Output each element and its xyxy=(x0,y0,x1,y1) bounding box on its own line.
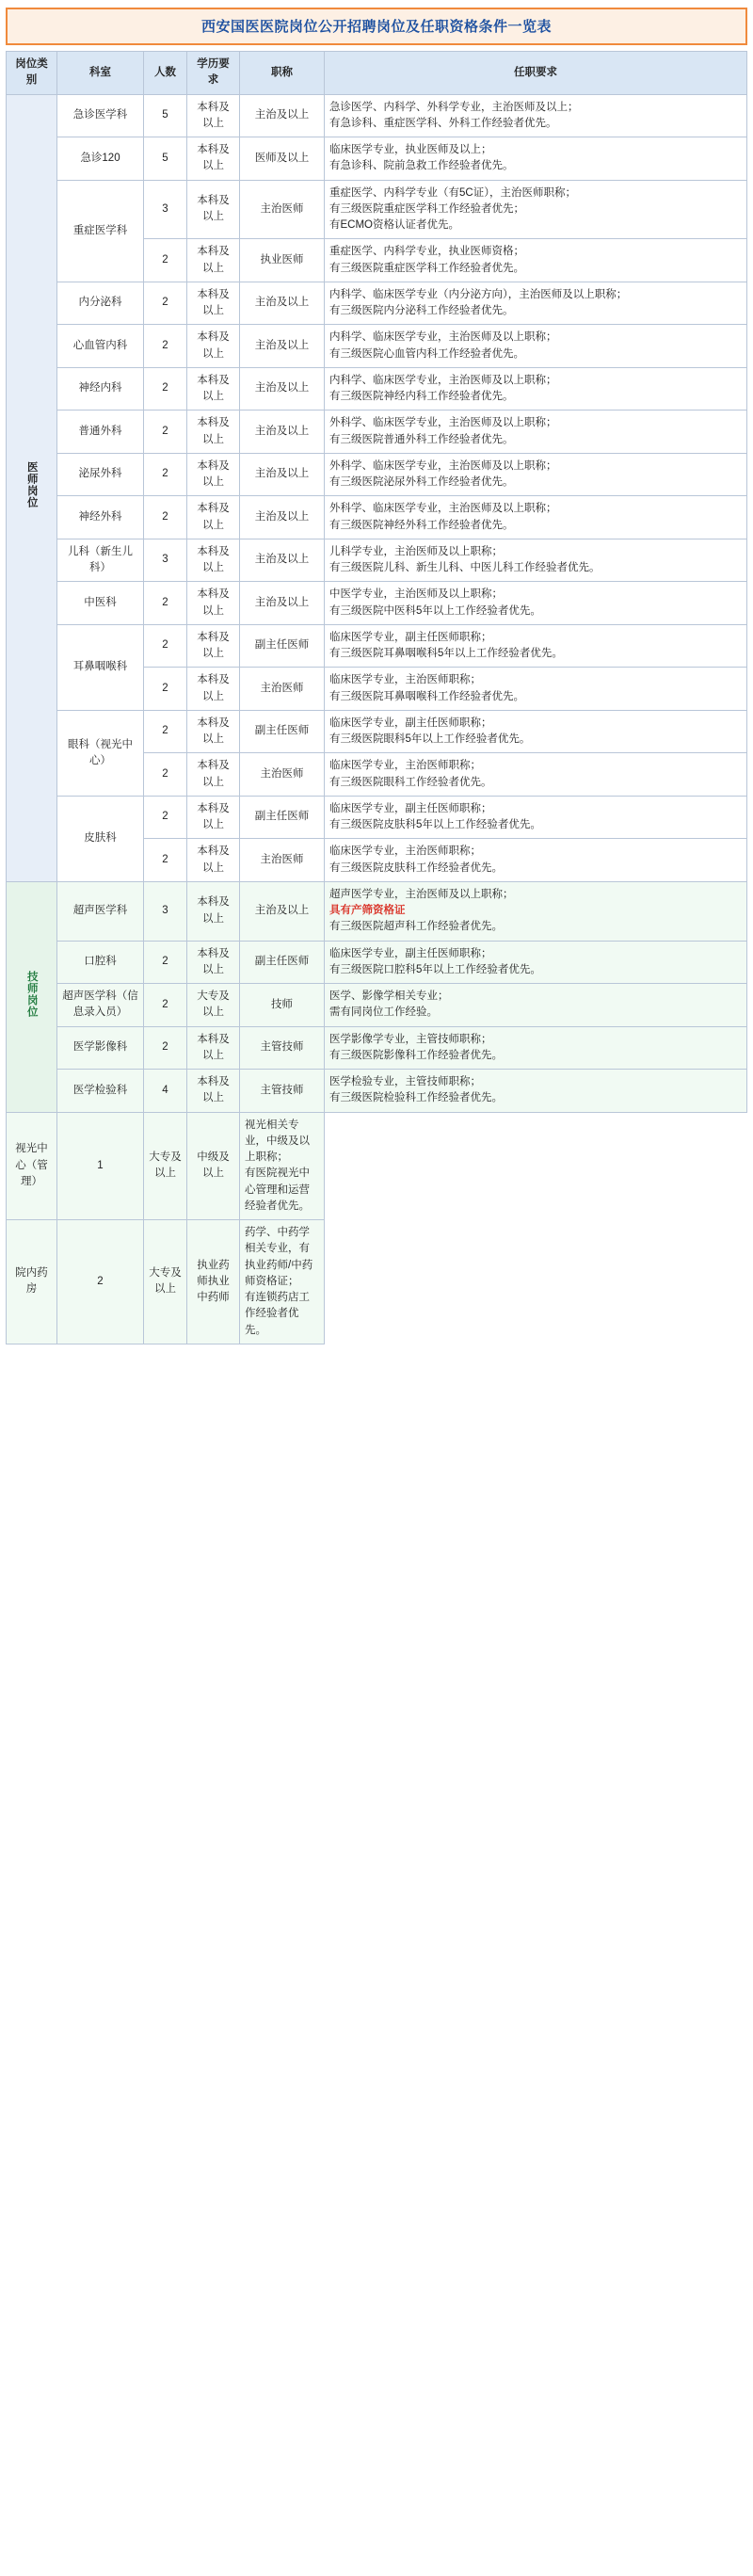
requirement-line: 有三级医院中医科5年以上工作经验者优先。 xyxy=(329,604,541,617)
col-header-category: 岗位类别 xyxy=(7,52,57,95)
cell-education: 本科及以上 xyxy=(187,453,240,496)
requirement-line: 内科学、临床医学专业（内分泌方向），主治医师及以上职称； xyxy=(329,288,628,300)
cell-jobtitle: 副主任医师 xyxy=(240,941,325,984)
cell-education: 大专及以上 xyxy=(144,1220,187,1344)
table-row xyxy=(7,1070,747,1113)
cell-requirements xyxy=(325,881,747,941)
requirement-line: 有三级医院普通外科工作经验者优先。 xyxy=(329,433,514,445)
cell-count: 2 xyxy=(144,582,187,625)
requirement-line: 药学、中药学相关专业，有执业药师/中药师资格证； xyxy=(245,1227,313,1287)
cell-count: 2 xyxy=(144,753,187,797)
cell-education: 本科及以上 xyxy=(187,839,240,882)
cell-department: 视光中心（管理） xyxy=(7,1112,57,1220)
requirement-line: 临床医学专业，副主任医师职称； xyxy=(329,716,492,729)
cell-education: 本科及以上 xyxy=(187,367,240,411)
cell-requirements xyxy=(325,796,747,839)
cell-jobtitle: 主治医师 xyxy=(240,839,325,882)
table-row xyxy=(7,1220,747,1344)
requirement-line: 内科学、临床医学专业，主治医师及以上职称； xyxy=(329,374,557,386)
table-row xyxy=(7,282,747,325)
cell-requirements xyxy=(325,984,747,1027)
requirement-line: 有三级医院眼科工作经验者优先。 xyxy=(329,776,492,788)
table-row xyxy=(7,582,747,625)
requirement-line: 重症医学、内科学专业（有5C证），主治医师职称； xyxy=(329,186,576,199)
requirement-line: 有三级医院神经外科工作经验者优先。 xyxy=(329,519,514,531)
cell-category xyxy=(7,881,57,1112)
requirement-line: 有三级医院口腔科5年以上工作经验者优先。 xyxy=(329,963,541,975)
cell-requirements xyxy=(325,94,747,137)
cell-department: 医学检验科 xyxy=(57,1070,144,1113)
table-header xyxy=(7,52,747,95)
cell-department: 医学影像科 xyxy=(57,1026,144,1070)
cell-count: 2 xyxy=(144,367,187,411)
cell-count: 2 xyxy=(144,496,187,539)
cell-requirements xyxy=(325,1070,747,1113)
requirement-line: 有三级医院重症医学科工作经验者优先； xyxy=(329,202,524,215)
cell-jobtitle: 主治及以上 xyxy=(240,496,325,539)
cell-count: 2 xyxy=(144,411,187,454)
cell-education: 本科及以上 xyxy=(187,668,240,711)
cell-count: 2 xyxy=(144,453,187,496)
requirement-line: 有三级医院儿科、新生儿科、中医儿科工作经验者优先。 xyxy=(329,562,601,573)
table-header-row xyxy=(7,52,747,95)
requirement-line: 医学检验专业，主管技师职称； xyxy=(329,1076,481,1087)
category-label: 医师岗位 xyxy=(25,461,38,508)
cell-education: 本科及以上 xyxy=(187,137,240,181)
cell-requirements xyxy=(325,325,747,368)
table-row xyxy=(7,941,747,984)
cell-department: 神经外科 xyxy=(57,496,144,539)
cell-requirements xyxy=(325,624,747,668)
cell-count: 2 xyxy=(144,710,187,753)
cell-requirements xyxy=(240,1112,325,1220)
requirement-line: 超声医学专业，主治医师及以上职称； xyxy=(329,888,514,900)
cell-requirements xyxy=(240,1220,325,1344)
cell-jobtitle: 副主任医师 xyxy=(240,710,325,753)
cell-education: 本科及以上 xyxy=(187,539,240,582)
requirement-line: 有三级医院泌尿外科工作经验者优先。 xyxy=(329,476,514,488)
cell-department: 重症医学科 xyxy=(57,180,144,282)
table-row xyxy=(7,984,747,1027)
table-row xyxy=(7,710,747,753)
cell-requirements xyxy=(325,453,747,496)
table-body xyxy=(7,94,747,1344)
requirement-line: 临床医学专业，主治医师职称； xyxy=(329,845,481,858)
cell-requirements xyxy=(325,582,747,625)
cell-department: 口腔科 xyxy=(57,941,144,984)
cell-count: 3 xyxy=(144,180,187,239)
cell-count: 1 xyxy=(57,1112,144,1220)
cell-requirements xyxy=(325,941,747,984)
requirement-line: 临床医学专业，副主任医师职称； xyxy=(329,802,492,814)
cell-department: 耳鼻咽喉科 xyxy=(57,624,144,710)
cell-jobtitle: 主治及以上 xyxy=(240,325,325,368)
cell-requirements xyxy=(325,710,747,753)
cell-jobtitle: 主治医师 xyxy=(240,668,325,711)
cell-count: 3 xyxy=(144,539,187,582)
requirement-line: 有三级医院皮肤科工作经验者优先。 xyxy=(329,861,503,874)
col-header-requirements: 任职要求 xyxy=(325,52,747,95)
table-row xyxy=(7,1112,747,1220)
cell-department: 神经内科 xyxy=(57,367,144,411)
cell-count: 5 xyxy=(144,137,187,181)
table-row xyxy=(7,411,747,454)
cell-requirements xyxy=(325,411,747,454)
requirement-line: 中医学专业，主治医师及以上职称； xyxy=(329,588,503,601)
col-header-department: 科室 xyxy=(57,52,144,95)
table-row xyxy=(7,180,747,239)
table-row xyxy=(7,796,747,839)
requirement-line: 急诊医学、内科学、外科学专业，主治医师及以上； xyxy=(329,101,579,113)
requirement-line: 有三级医院耳鼻咽喉科工作经验者优先。 xyxy=(329,690,524,702)
cell-education: 本科及以上 xyxy=(187,1026,240,1070)
requirement-line: 临床医学专业，主治医师职称； xyxy=(329,760,481,772)
table-row xyxy=(7,624,747,668)
cell-department: 儿科（新生儿科） xyxy=(57,539,144,582)
cell-department: 院内药房 xyxy=(7,1220,57,1344)
requirement-line: 外科学、临床医学专业，主治医师及以上职称； xyxy=(329,459,557,472)
cell-education: 本科及以上 xyxy=(187,325,240,368)
cell-jobtitle: 主管技师 xyxy=(240,1070,325,1113)
cell-count: 3 xyxy=(144,881,187,941)
cell-department: 中医科 xyxy=(57,582,144,625)
cell-requirements xyxy=(325,180,747,239)
table-row xyxy=(7,453,747,496)
table-row xyxy=(7,539,747,582)
requirement-line: 有三级医院超声科工作经验者优先。 xyxy=(329,921,503,933)
cell-education: 本科及以上 xyxy=(187,624,240,668)
cell-jobtitle: 医师及以上 xyxy=(240,137,325,181)
requirement-line: 有连锁药店工作经验者优先。 xyxy=(245,1292,310,1336)
requirement-line: 临床医学专业，主治医师职称； xyxy=(329,674,481,686)
cell-count: 2 xyxy=(57,1220,144,1344)
cell-count: 5 xyxy=(144,94,187,137)
table-row xyxy=(7,137,747,181)
cell-education: 本科及以上 xyxy=(187,753,240,797)
requirement-line: 有三级医院影像科工作经验者优先。 xyxy=(329,1049,503,1061)
cell-education: 本科及以上 xyxy=(187,796,240,839)
cell-education: 本科及以上 xyxy=(187,411,240,454)
cell-department: 急诊120 xyxy=(57,137,144,181)
cell-count: 2 xyxy=(144,282,187,325)
table-row xyxy=(7,94,747,137)
col-header-count: 人数 xyxy=(144,52,187,95)
cell-count: 2 xyxy=(144,325,187,368)
cell-requirements xyxy=(325,496,747,539)
cell-department: 皮肤科 xyxy=(57,796,144,881)
cell-education: 本科及以上 xyxy=(187,710,240,753)
cell-department: 超声医学科 xyxy=(57,881,144,941)
cell-jobtitle: 主治及以上 xyxy=(240,367,325,411)
requirement-line: 重症医学、内科学专业，执业医师资格； xyxy=(329,246,524,258)
table-row xyxy=(7,325,747,368)
requirement-line: 医学、影像学相关专业； xyxy=(329,990,449,1002)
col-header-education: 学历要求 xyxy=(187,52,240,95)
cell-jobtitle: 中级及以上 xyxy=(187,1112,240,1220)
cell-jobtitle: 主治及以上 xyxy=(240,881,325,941)
cell-education: 本科及以上 xyxy=(187,282,240,325)
cell-count: 2 xyxy=(144,984,187,1027)
cell-jobtitle: 副主任医师 xyxy=(240,796,325,839)
cell-education: 本科及以上 xyxy=(187,239,240,282)
requirement-line: 有急诊科、重症医学科、外科工作经验者优先。 xyxy=(329,117,557,129)
table-row xyxy=(7,367,747,411)
requirement-line: 视光相关专业，中级及以上职称； xyxy=(245,1119,310,1163)
requirement-line: 有三级医院眼科5年以上工作经验者优先。 xyxy=(329,733,531,745)
requirement-line: 有三级医院重症医学科工作经验者优先。 xyxy=(329,262,524,274)
requirement-line: 临床医学专业，副主任医师职称； xyxy=(329,947,492,959)
cell-education: 本科及以上 xyxy=(187,496,240,539)
cell-count: 2 xyxy=(144,1026,187,1070)
requirement-line: 外科学、临床医学专业，主治医师及以上职称； xyxy=(329,417,557,429)
cell-department: 超声医学科（信息录入员） xyxy=(57,984,144,1027)
cell-requirements xyxy=(325,1026,747,1070)
cell-count: 4 xyxy=(144,1070,187,1113)
cell-education: 本科及以上 xyxy=(187,881,240,941)
recruitment-table xyxy=(6,51,747,1344)
requirement-line: 需有同岗位工作经验。 xyxy=(329,1006,438,1019)
cell-jobtitle: 主治及以上 xyxy=(240,539,325,582)
cell-department: 急诊医学科 xyxy=(57,94,144,137)
cell-requirements xyxy=(325,137,747,181)
cell-jobtitle: 主治医师 xyxy=(240,180,325,239)
col-header-jobtitle: 职称 xyxy=(240,52,325,95)
requirement-line: 有三级医院耳鼻咽喉科5年以上工作经验者优先。 xyxy=(329,648,563,659)
cell-jobtitle: 主治及以上 xyxy=(240,411,325,454)
requirement-line: 具有产筛资格证 xyxy=(329,905,406,916)
cell-requirements xyxy=(325,668,747,711)
cell-education: 本科及以上 xyxy=(187,582,240,625)
cell-count: 2 xyxy=(144,624,187,668)
cell-requirements xyxy=(325,282,747,325)
requirement-line: 临床医学专业，副主任医师职称； xyxy=(329,631,492,643)
cell-jobtitle: 技师 xyxy=(240,984,325,1027)
cell-requirements xyxy=(325,367,747,411)
cell-education: 本科及以上 xyxy=(187,94,240,137)
requirement-line: 儿科学专业，主治医师及以上职称； xyxy=(329,545,503,557)
cell-count: 2 xyxy=(144,239,187,282)
cell-education: 本科及以上 xyxy=(187,1070,240,1113)
requirement-line: 有急诊科、院前急救工作经验者优先。 xyxy=(329,160,514,172)
cell-jobtitle: 执业药师执业中药师 xyxy=(187,1220,240,1344)
table-row xyxy=(7,1026,747,1070)
table-row xyxy=(7,881,747,941)
requirement-line: 有医院视光中心管理和运营经验者优先。 xyxy=(245,1167,310,1212)
cell-requirements xyxy=(325,839,747,882)
cell-jobtitle: 副主任医师 xyxy=(240,624,325,668)
requirement-line: 临床医学专业，执业医师及以上； xyxy=(329,144,492,155)
requirement-line: 有三级医院心血管内科工作经验者优先。 xyxy=(329,347,524,360)
requirement-line: 有三级医院内分泌科工作经验者优先。 xyxy=(329,305,514,316)
cell-count: 2 xyxy=(144,668,187,711)
cell-department: 泌尿外科 xyxy=(57,453,144,496)
cell-count: 2 xyxy=(144,796,187,839)
cell-requirements xyxy=(325,239,747,282)
cell-count: 2 xyxy=(144,941,187,984)
cell-education: 本科及以上 xyxy=(187,180,240,239)
category-label: 技师岗位 xyxy=(25,970,38,1018)
cell-education: 本科及以上 xyxy=(187,941,240,984)
cell-jobtitle: 主治及以上 xyxy=(240,94,325,137)
cell-jobtitle: 执业医师 xyxy=(240,239,325,282)
cell-education: 大专及以上 xyxy=(187,984,240,1027)
cell-jobtitle: 主治及以上 xyxy=(240,453,325,496)
cell-requirements xyxy=(325,753,747,797)
cell-department: 眼科（视光中心） xyxy=(57,710,144,796)
requirement-line: 外科学、临床医学专业，主治医师及以上职称； xyxy=(329,503,557,515)
page-title xyxy=(6,8,747,45)
page-title-text: 西安国医医院岗位公开招聘岗位及任职资格条件一览表 xyxy=(200,19,552,35)
cell-department: 心血管内科 xyxy=(57,325,144,368)
cell-jobtitle: 主治及以上 xyxy=(240,582,325,625)
cell-jobtitle: 主治医师 xyxy=(240,753,325,797)
page-root xyxy=(0,8,753,2576)
cell-department: 普通外科 xyxy=(57,411,144,454)
requirement-line: 医学影像学专业，主管技师职称； xyxy=(329,1033,492,1045)
table-row xyxy=(7,496,747,539)
requirement-line: 有三级医院皮肤科5年以上工作经验者优先。 xyxy=(329,819,541,830)
cell-requirements xyxy=(325,539,747,582)
cell-count: 2 xyxy=(144,839,187,882)
requirement-line: 有三级医院神经内科工作经验者优先。 xyxy=(329,391,514,402)
cell-jobtitle: 主治及以上 xyxy=(240,282,325,325)
cell-category xyxy=(7,94,57,881)
requirement-line: 内科学、临床医学专业，主治医师及以上职称； xyxy=(329,331,557,344)
cell-department: 内分泌科 xyxy=(57,282,144,325)
requirement-line: 有ECMO资格认证者优先。 xyxy=(329,219,459,231)
cell-education: 大专及以上 xyxy=(144,1112,187,1220)
cell-jobtitle: 主管技师 xyxy=(240,1026,325,1070)
requirement-line: 有三级医院检验科工作经验者优先。 xyxy=(329,1092,503,1104)
